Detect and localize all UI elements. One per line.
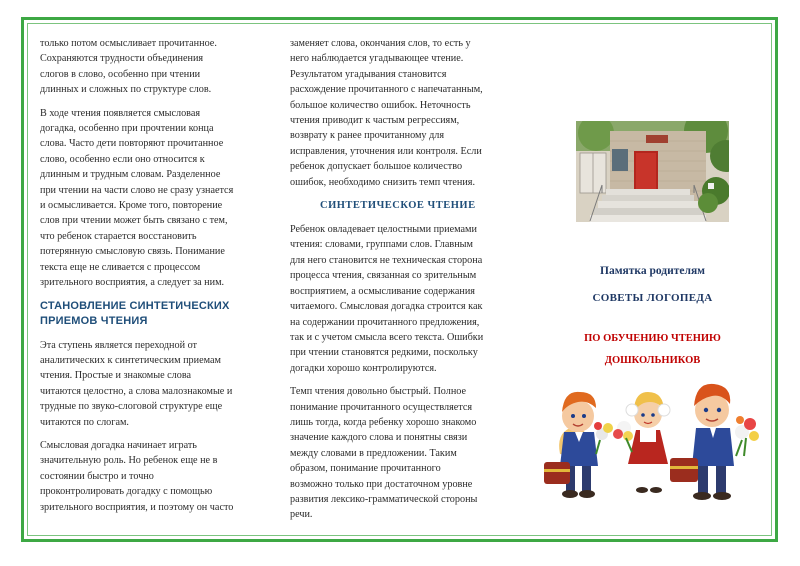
cover-subtitle-reading: ПО ОБУЧЕНИЮ ЧТЕНИЮ <box>584 333 721 344</box>
paragraph: Темп чтения довольно быстрый. Полное понимание прочитанного осуществляется лишь тогда, когда ребенку хорошо знакомо значение каждого слова и понятны связи между словами в предложении. Таким образом, понимание прочитанного возможно только при достаточном уровне развития лексико-грамматической стороны речи. <box>290 386 478 521</box>
paragraph: только потом осмысливает прочитанное. Сохраняются трудности объединения слогов в слово, особенно при чтении длинных и сложных по структуре слов. <box>40 38 217 96</box>
cover-title-speech-therapist-tips: СОВЕТЫ ЛОГОПЕДА <box>592 292 713 304</box>
cover-panel <box>540 28 765 528</box>
section-heading-synthetic-methods: СТАНОВЛЕНИЕ СИНТЕТИЧЕСКИХ ПРИЕМОВ ЧТЕНИЯ <box>40 299 230 327</box>
school-entrance-photo-illustration <box>576 121 729 222</box>
paragraph: В ходе чтения появляется смысловая догадка, особенно при прочтении конца слова. Часто дети повторяют прочитанное слово, особенно если оно относится к длинным и трудным словам. Разделенное при чтении на части слово не сразу узнается и осмысливается. Кроме того, повторение слов при чтении может быть связано с тем, что ребенок старается восстановить потерянную смысловую связь. Понимание текста еще не сливается с процессом зрительного восприятия, а следует за ним. <box>40 107 234 289</box>
paragraph: Эта ступень является переходной от аналитических к синтетическим приемам чтения. Простые и знакомые слова читаются целостно, а слова малознакомые и трудные по звуко-слоговой структуре еще читаются по слогам. <box>40 339 233 428</box>
paragraph: Смысловая догадка начинает играть значительную роль. Но ребенок еще не в состоянии быстро и точно проконтролировать догадку с помощью зрительного восприятия, и поэтому он часто <box>40 439 234 513</box>
children-illustration <box>542 374 765 514</box>
text-column-left <box>40 36 268 523</box>
school-entrance-photo <box>576 121 729 222</box>
paragraph: заменяет слова, окончания слов, то есть у него наблюдается угадывающее чтение. Результатом угадывания становится расхождение прочитанного с напечатанным, большое количество ошибок. Неточность чтения приводит к частым регрессиям, возврату к ранее прочитанному для исправления, уточнения или контроля. Если ребенок допускает большое количество ошибок, необходимо снизить темп чтения. <box>290 38 483 188</box>
text-column-middle <box>290 36 516 531</box>
cover-subtitle-preschoolers: ДОШКОЛЬНИКОВ <box>604 355 701 366</box>
paragraph: Ребенок овладевает целостными приемами чтения: словами, группами слов. Главным для него становится не техническая сторона процесса чтения, связанная со зрительным восприятием, а осмысливание содержания читаемого. Смысловая догадка строится как на содержании прочитанного предложения, так и с учетом смысла всего текста. Ошибки при чтении становятся редкими, поскольку догадки хорошо контролируются. <box>290 224 484 374</box>
cover-title-parents-memo: Памятка родителям <box>600 265 705 277</box>
children-with-flowers-illustration <box>542 374 765 514</box>
section-heading-synthetic-reading: СИНТЕТИЧЕСКОЕ ЧТЕНИЕ <box>320 200 476 212</box>
